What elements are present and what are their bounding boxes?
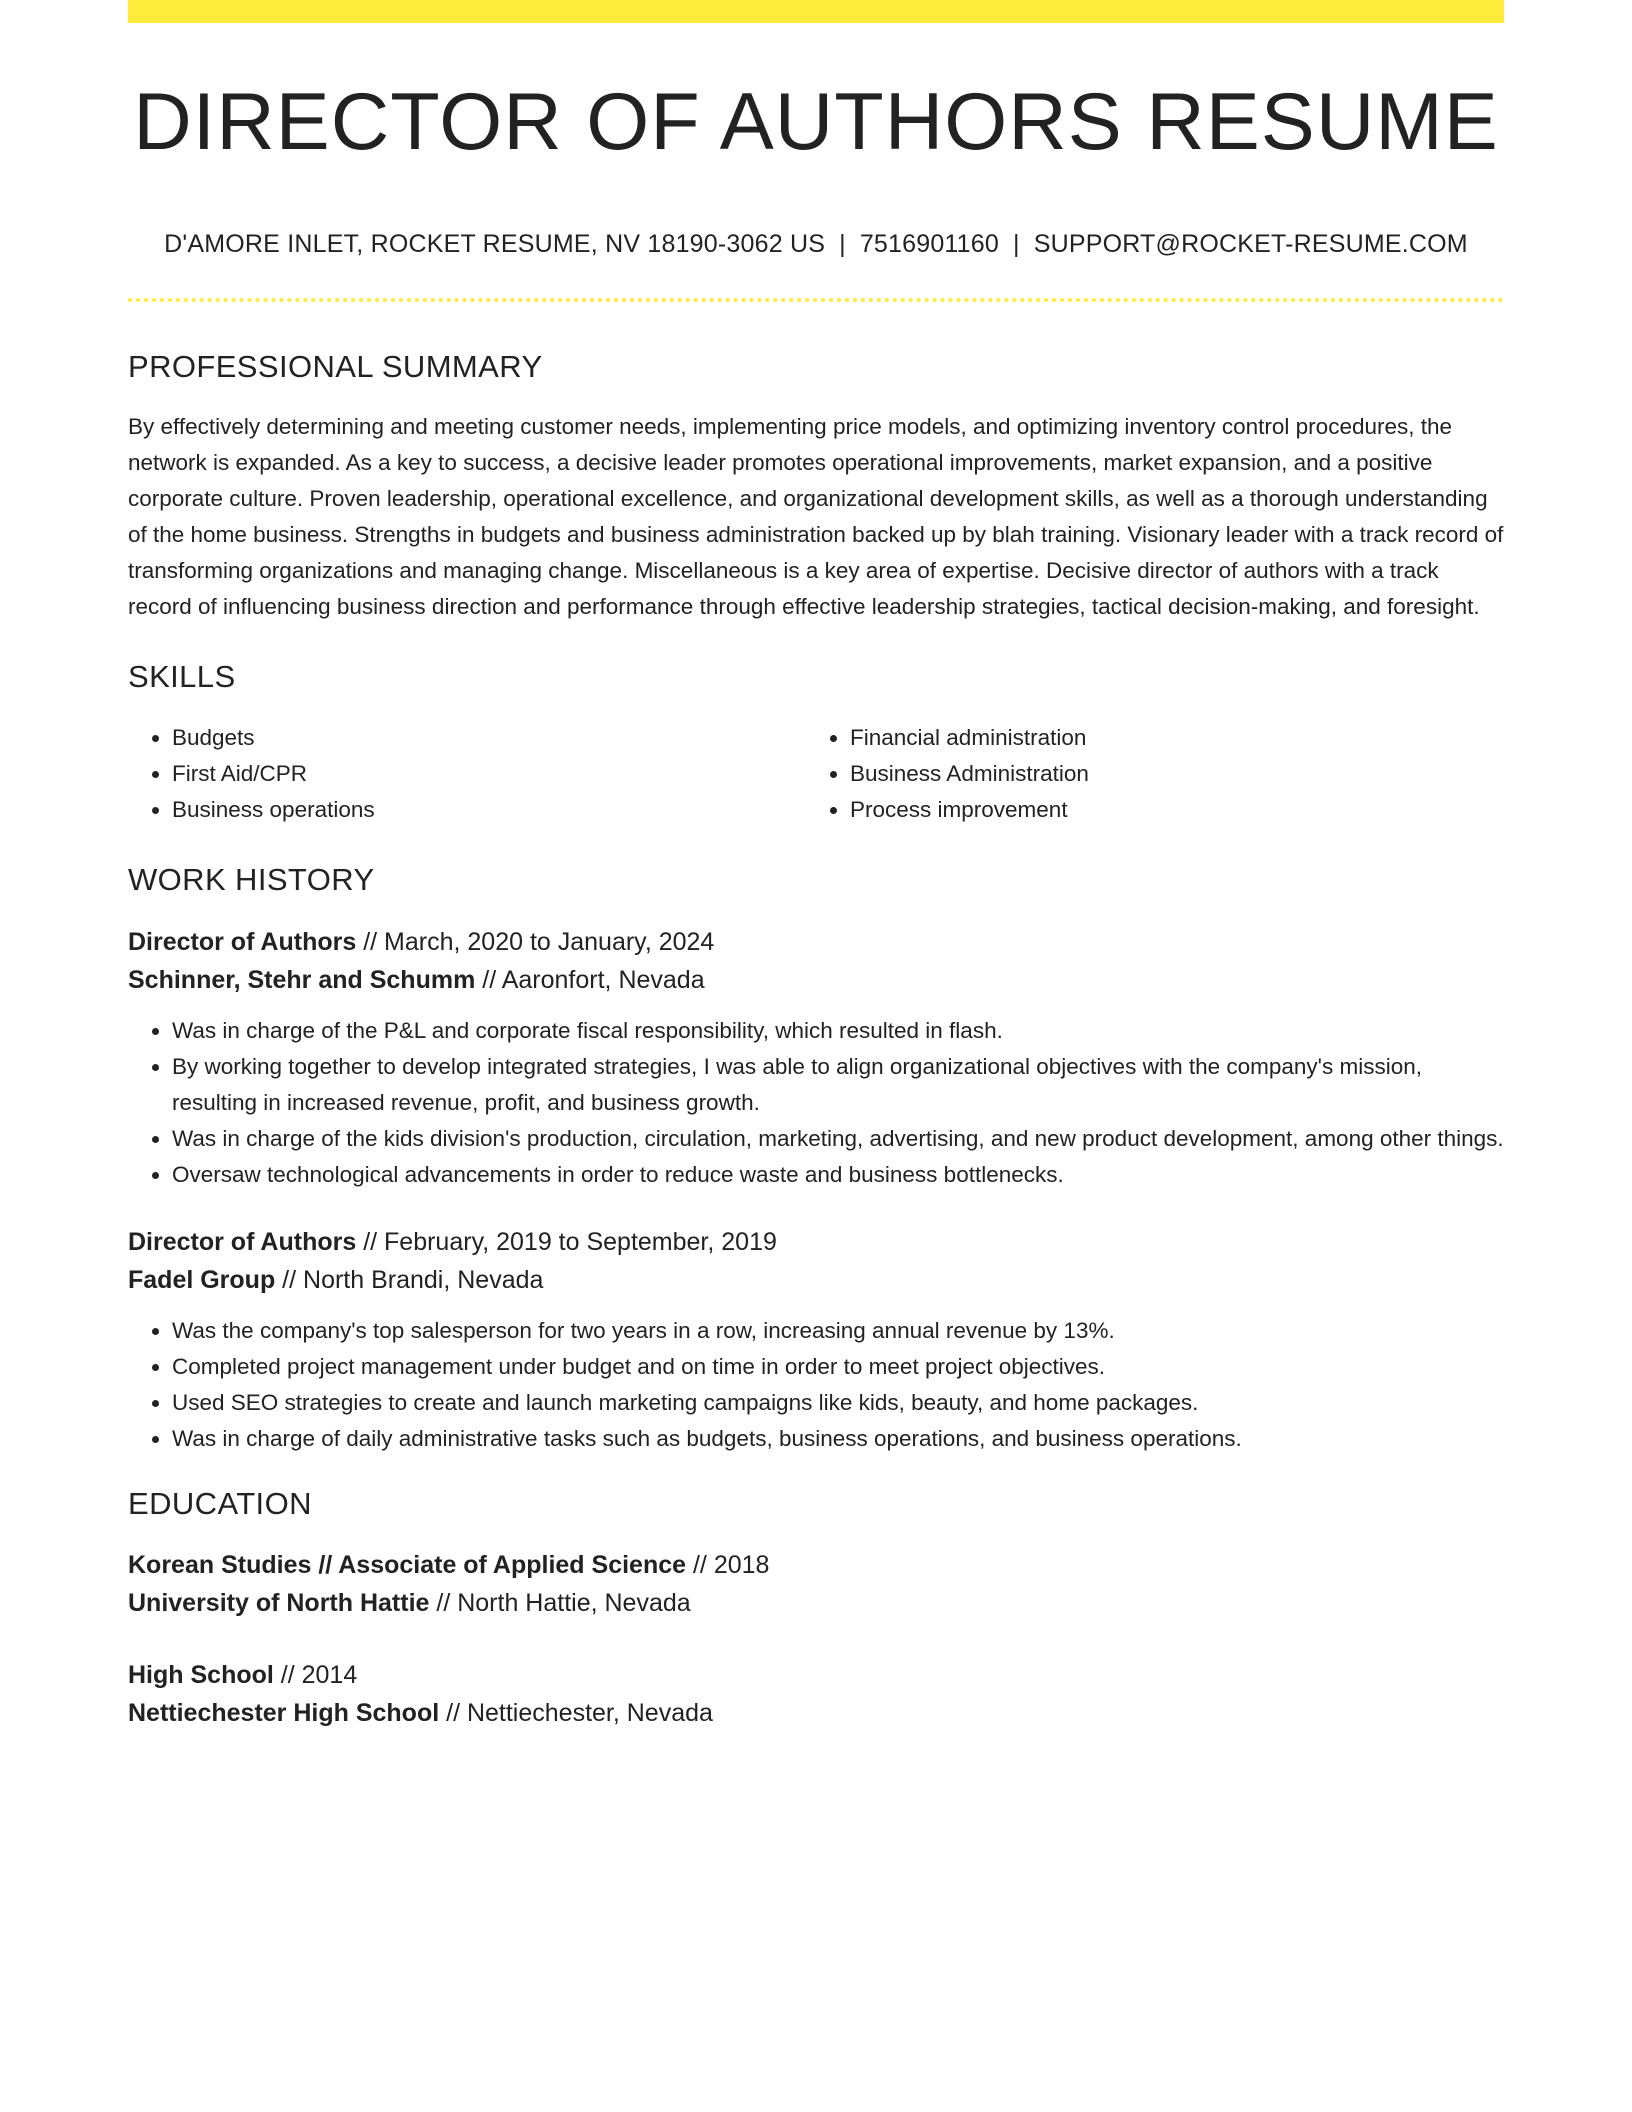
- resume-title: DIRECTOR OF AUTHORS RESUME: [133, 77, 1499, 167]
- job-company-line: [128, 1261, 1504, 1299]
- job-bullet: • Was in charge of the P&L and corporate fiscal responsibility, which resulted in flash.: [172, 1013, 1504, 1049]
- skills-column-right: [806, 720, 1490, 828]
- education-year: // 2018: [686, 1550, 770, 1579]
- resume-page: [128, 0, 1504, 1732]
- skills-heading: SKILLS: [128, 659, 236, 695]
- skill-item: • Financial administration: [850, 720, 1490, 756]
- contact-email: SUPPORT@ROCKET-RESUME.COM: [1033, 230, 1468, 258]
- skill-item: • Business Administration: [850, 756, 1490, 792]
- job-bullet: • Was in charge of daily administrative tasks such as budgets, business operations, and business operations.: [172, 1421, 1504, 1457]
- education-heading: EDUCATION: [128, 1485, 312, 1521]
- skill-item: • First Aid/CPR: [172, 756, 806, 792]
- education-school-line: [128, 1584, 1504, 1622]
- job-bullet: • Used SEO strategies to create and launch marketing campaigns like kids, beauty, and home packages.: [172, 1385, 1504, 1421]
- education-year: // 2014: [273, 1660, 358, 1689]
- job-bullet: • Oversaw technological advancements in order to reduce waste and business bottlenecks.: [172, 1157, 1504, 1193]
- education-degree-line: [128, 1546, 1504, 1584]
- education-degree-line: [128, 1656, 1504, 1694]
- education-school-line: [128, 1694, 1504, 1732]
- contact-separator: |: [1013, 230, 1020, 258]
- top-accent-bar: [128, 0, 1504, 23]
- education-entry: [128, 1546, 1504, 1622]
- job-company: Schinner, Stehr and Schumm: [128, 965, 476, 994]
- education-degree: High School: [128, 1660, 274, 1689]
- work-history-heading: WORK HISTORY: [128, 862, 375, 898]
- job-dates: // March, 2020 to January, 2024: [356, 927, 715, 956]
- job-bullet: • By working together to develop integrated strategies, I was able to align organizational objectives with the company's mission, resulting in increased revenue, profit, and business growth.: [172, 1049, 1504, 1121]
- job-entry: [128, 1223, 1504, 1457]
- job-company: Fadel Group: [128, 1265, 276, 1294]
- summary-heading: PROFESSIONAL SUMMARY: [128, 349, 543, 384]
- skill-item: • Budgets: [172, 720, 806, 756]
- job-bullet: • Was the company's top salesperson for two years in a row, increasing annual revenue by 13%.: [172, 1313, 1504, 1349]
- job-entry: [128, 923, 1504, 1193]
- skill-item: • Process improvement: [850, 792, 1490, 828]
- job-location: // Aaronfort, Nevada: [475, 965, 705, 994]
- job-title-line: [128, 1223, 1504, 1261]
- job-location: // North Brandi, Nevada: [275, 1265, 544, 1294]
- job-title: Director of Authors: [128, 1227, 357, 1256]
- education-degree: Korean Studies // Associate of Applied Science: [128, 1550, 687, 1579]
- job-bullets: [128, 1013, 1504, 1193]
- summary-text: By effectively determining and meeting customer needs, implementing price models, and optimizing inventory control procedures, the network is expanded. As a key to success, a decisive leader promotes operational improvements, market expansion, and a positive corporate culture. Proven leadership, operational excellence, and organizational development skills, as well as a thorough understanding of the home business. Strengths in budgets and business administration backed up by blah training. Visionary leader with a track record of transforming organizations and managing change. Miscellaneous is a key area of expertise. Decisive director of authors with a track record of influencing business direction and performance through effective leadership strategies, tactical decision-making, and foresight.: [128, 414, 1504, 620]
- contact-phone: 7516901160: [859, 230, 999, 258]
- education-school: Nettiechester High School: [128, 1698, 440, 1727]
- education-location: // North Hattie, Nevada: [429, 1588, 691, 1617]
- contact-separator: |: [839, 230, 846, 258]
- job-title-line: [128, 923, 1504, 961]
- job-bullet: • Completed project management under budget and on time in order to meet project objectives.: [172, 1349, 1504, 1385]
- job-company-line: [128, 961, 1504, 999]
- job-bullet: • Was in charge of the kids division's production, circulation, marketing, advertising, and new product development, among other things.: [172, 1121, 1504, 1157]
- job-title: Director of Authors: [128, 927, 357, 956]
- skills-column-left: [128, 720, 806, 828]
- skills-list: [128, 720, 1504, 828]
- dotted-divider: [128, 298, 1504, 302]
- contact-line: [128, 229, 1504, 259]
- education-entry: [128, 1656, 1504, 1732]
- contact-address: D'AMORE INLET, ROCKET RESUME, NV 18190-3062 US: [164, 230, 826, 258]
- job-bullets: [128, 1313, 1504, 1457]
- skill-item: • Business operations: [172, 792, 806, 828]
- job-dates: // February, 2019 to September, 2019: [356, 1227, 777, 1256]
- education-school: University of North Hattie: [128, 1588, 430, 1617]
- education-location: // Nettiechester, Nevada: [439, 1698, 713, 1727]
